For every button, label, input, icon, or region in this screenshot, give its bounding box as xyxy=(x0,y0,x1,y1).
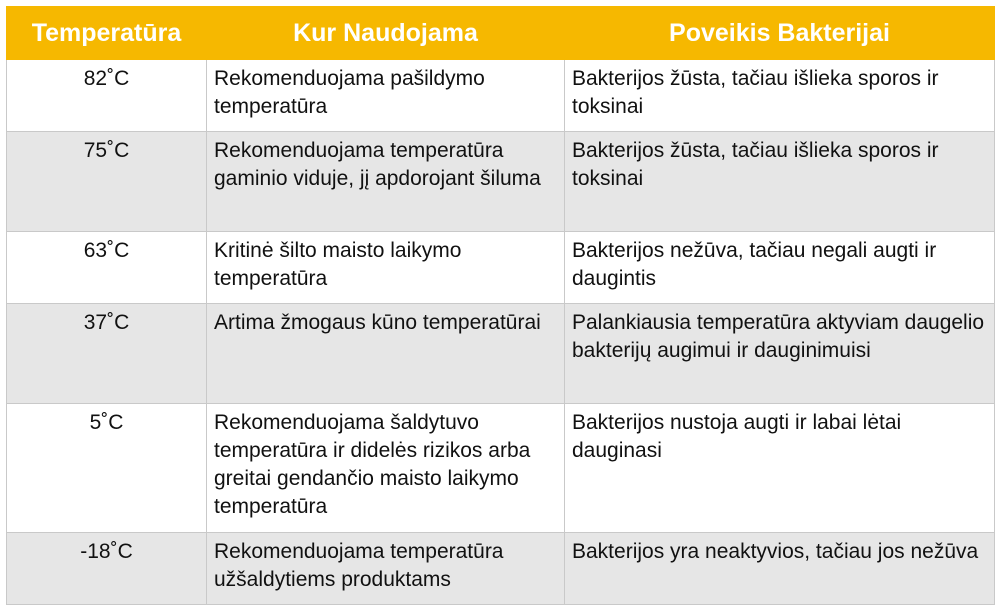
table-row xyxy=(7,132,995,232)
temperature-table xyxy=(6,6,995,605)
usage-cell: Kritinė šilto maisto laikymo temperatūra xyxy=(207,232,565,304)
usage-cell: Rekomenduojama pašildymo temperatūra xyxy=(207,60,565,132)
header-temperature: Temperatūra xyxy=(7,7,207,60)
temperature-cell: 63˚C xyxy=(7,232,207,304)
table-row xyxy=(7,60,995,132)
temperature-cell: 37˚C xyxy=(7,304,207,404)
temperature-cell: 5˚C xyxy=(7,404,207,533)
usage-cell: Rekomenduojama temperatūra užšaldytiems produktams xyxy=(207,533,565,605)
effect-cell: Bakterijos yra neaktyvios, tačiau jos nežūva xyxy=(565,533,995,605)
effect-cell: Bakterijos nežūva, tačiau negali augti ir daugintis xyxy=(565,232,995,304)
effect-cell: Bakterijos nustoja augti ir labai lėtai dauginasi xyxy=(565,404,995,533)
table-row xyxy=(7,404,995,533)
usage-cell: Rekomenduojama temperatūra gaminio viduje, jį apdorojant šiluma xyxy=(207,132,565,232)
temperature-cell: 75˚C xyxy=(7,132,207,232)
effect-cell: Palankiausia temperatūra aktyviam daugelio bakterijų augimui ir dauginimuisi xyxy=(565,304,995,404)
usage-cell: Rekomenduojama šaldytuvo temperatūra ir didelės rizikos arba greitai gendančio maisto laikymo temperatūra xyxy=(207,404,565,533)
header-usage: Kur Naudojama xyxy=(207,7,565,60)
usage-cell: Artima žmogaus kūno temperatūrai xyxy=(207,304,565,404)
effect-cell: Bakterijos žūsta, tačiau išlieka sporos ir toksinai xyxy=(565,60,995,132)
table-row xyxy=(7,533,995,605)
table-header-row xyxy=(7,7,995,60)
temperature-cell: -18˚C xyxy=(7,533,207,605)
effect-cell: Bakterijos žūsta, tačiau išlieka sporos ir toksinai xyxy=(565,132,995,232)
table-row xyxy=(7,304,995,404)
temperature-cell: 82˚C xyxy=(7,60,207,132)
table-row xyxy=(7,232,995,304)
header-effect: Poveikis Bakterijai xyxy=(565,7,995,60)
temperature-table-container xyxy=(6,6,994,605)
